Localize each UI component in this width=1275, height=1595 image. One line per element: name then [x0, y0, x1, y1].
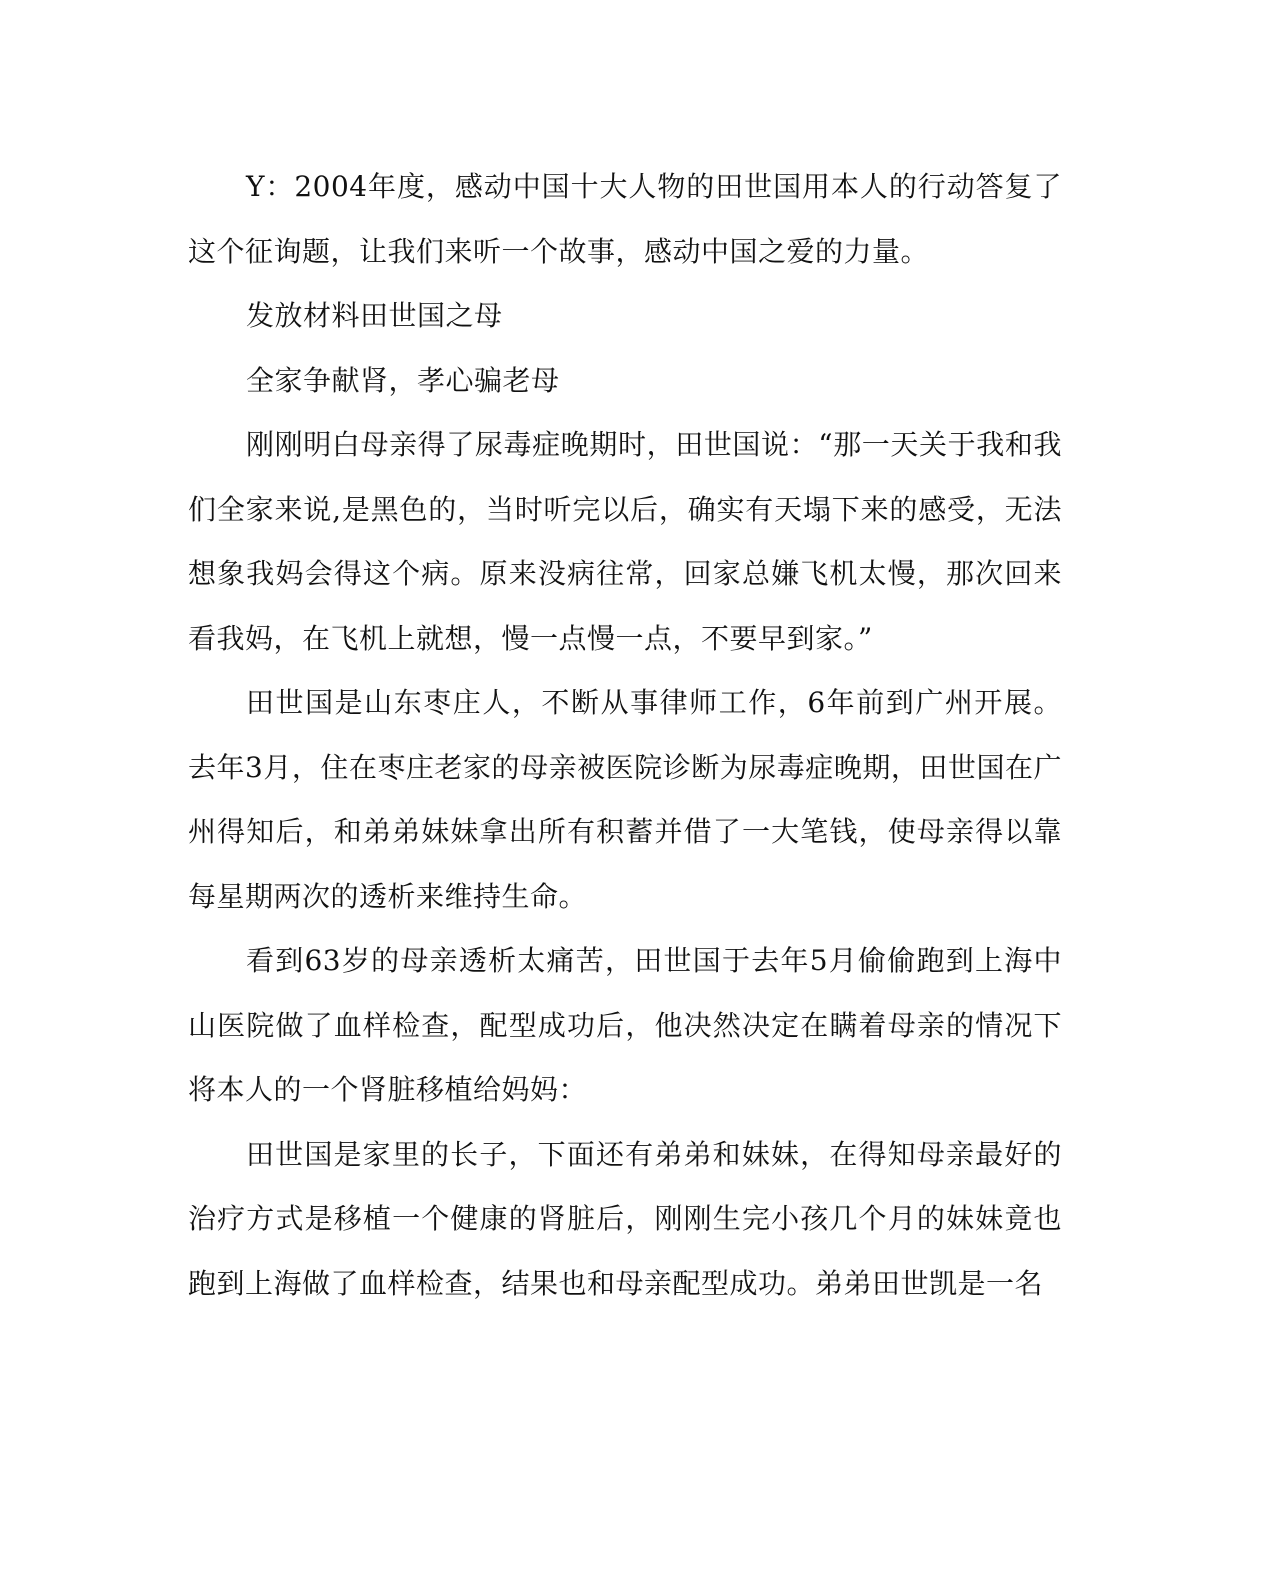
paragraph-intro: Y：2004年度，感动中国十大人物的田世国用本人的行动答复了这个征询题，让我们来听一个故事，感动中国之爱的力量。 [188, 170, 1062, 268]
paragraph-quote: 刚刚明白母亲得了尿毒症晚期时，田世国说：“那一天关于我和我们全家来说,是黑色的，当时听完以后，确实有天塌下来的感受，无法想象我妈会得这个病。原来没病往常，回家总嫌飞机太慢，那次回来看我妈，在飞机上就想，慢一点慢一点，不要早到家。” [188, 428, 1062, 655]
paragraph-siblings: 田世国是家里的长子，下面还有弟弟和妹妹，在得知母亲最好的治疗方式是移植一个健康的肾脏后，刚刚生完小孩几个月的妹妹竟也跑到上海做了血样检查，结果也和母亲配型成功。弟弟田世凯是一名 [188, 1137, 1062, 1300]
paragraph-decision: 看到63岁的母亲透析太痛苦，田世国于去年5月偷偷跑到上海中山医院做了血样检查，配型成功后，他决然决定在瞒着母亲的情况下将本人的一个肾脏移植给妈妈： [188, 944, 1062, 1106]
paragraph-material-title: 发放材料田世国之母 [246, 299, 503, 332]
document-body [188, 155, 1062, 1316]
paragraph-background: 田世国是山东枣庄人，不断从事律师工作，6年前到广州开展。去年3月，住在枣庄老家的母亲被医院诊断为尿毒症晚期，田世国在广州得知后，和弟弟妹妹拿出所有积蓄并借了一大笔钱，使母亲得以靠每星期两次的透析来维持生命。 [188, 686, 1062, 913]
paragraph-subtitle: 全家争献肾，孝心骗老母 [246, 363, 560, 397]
